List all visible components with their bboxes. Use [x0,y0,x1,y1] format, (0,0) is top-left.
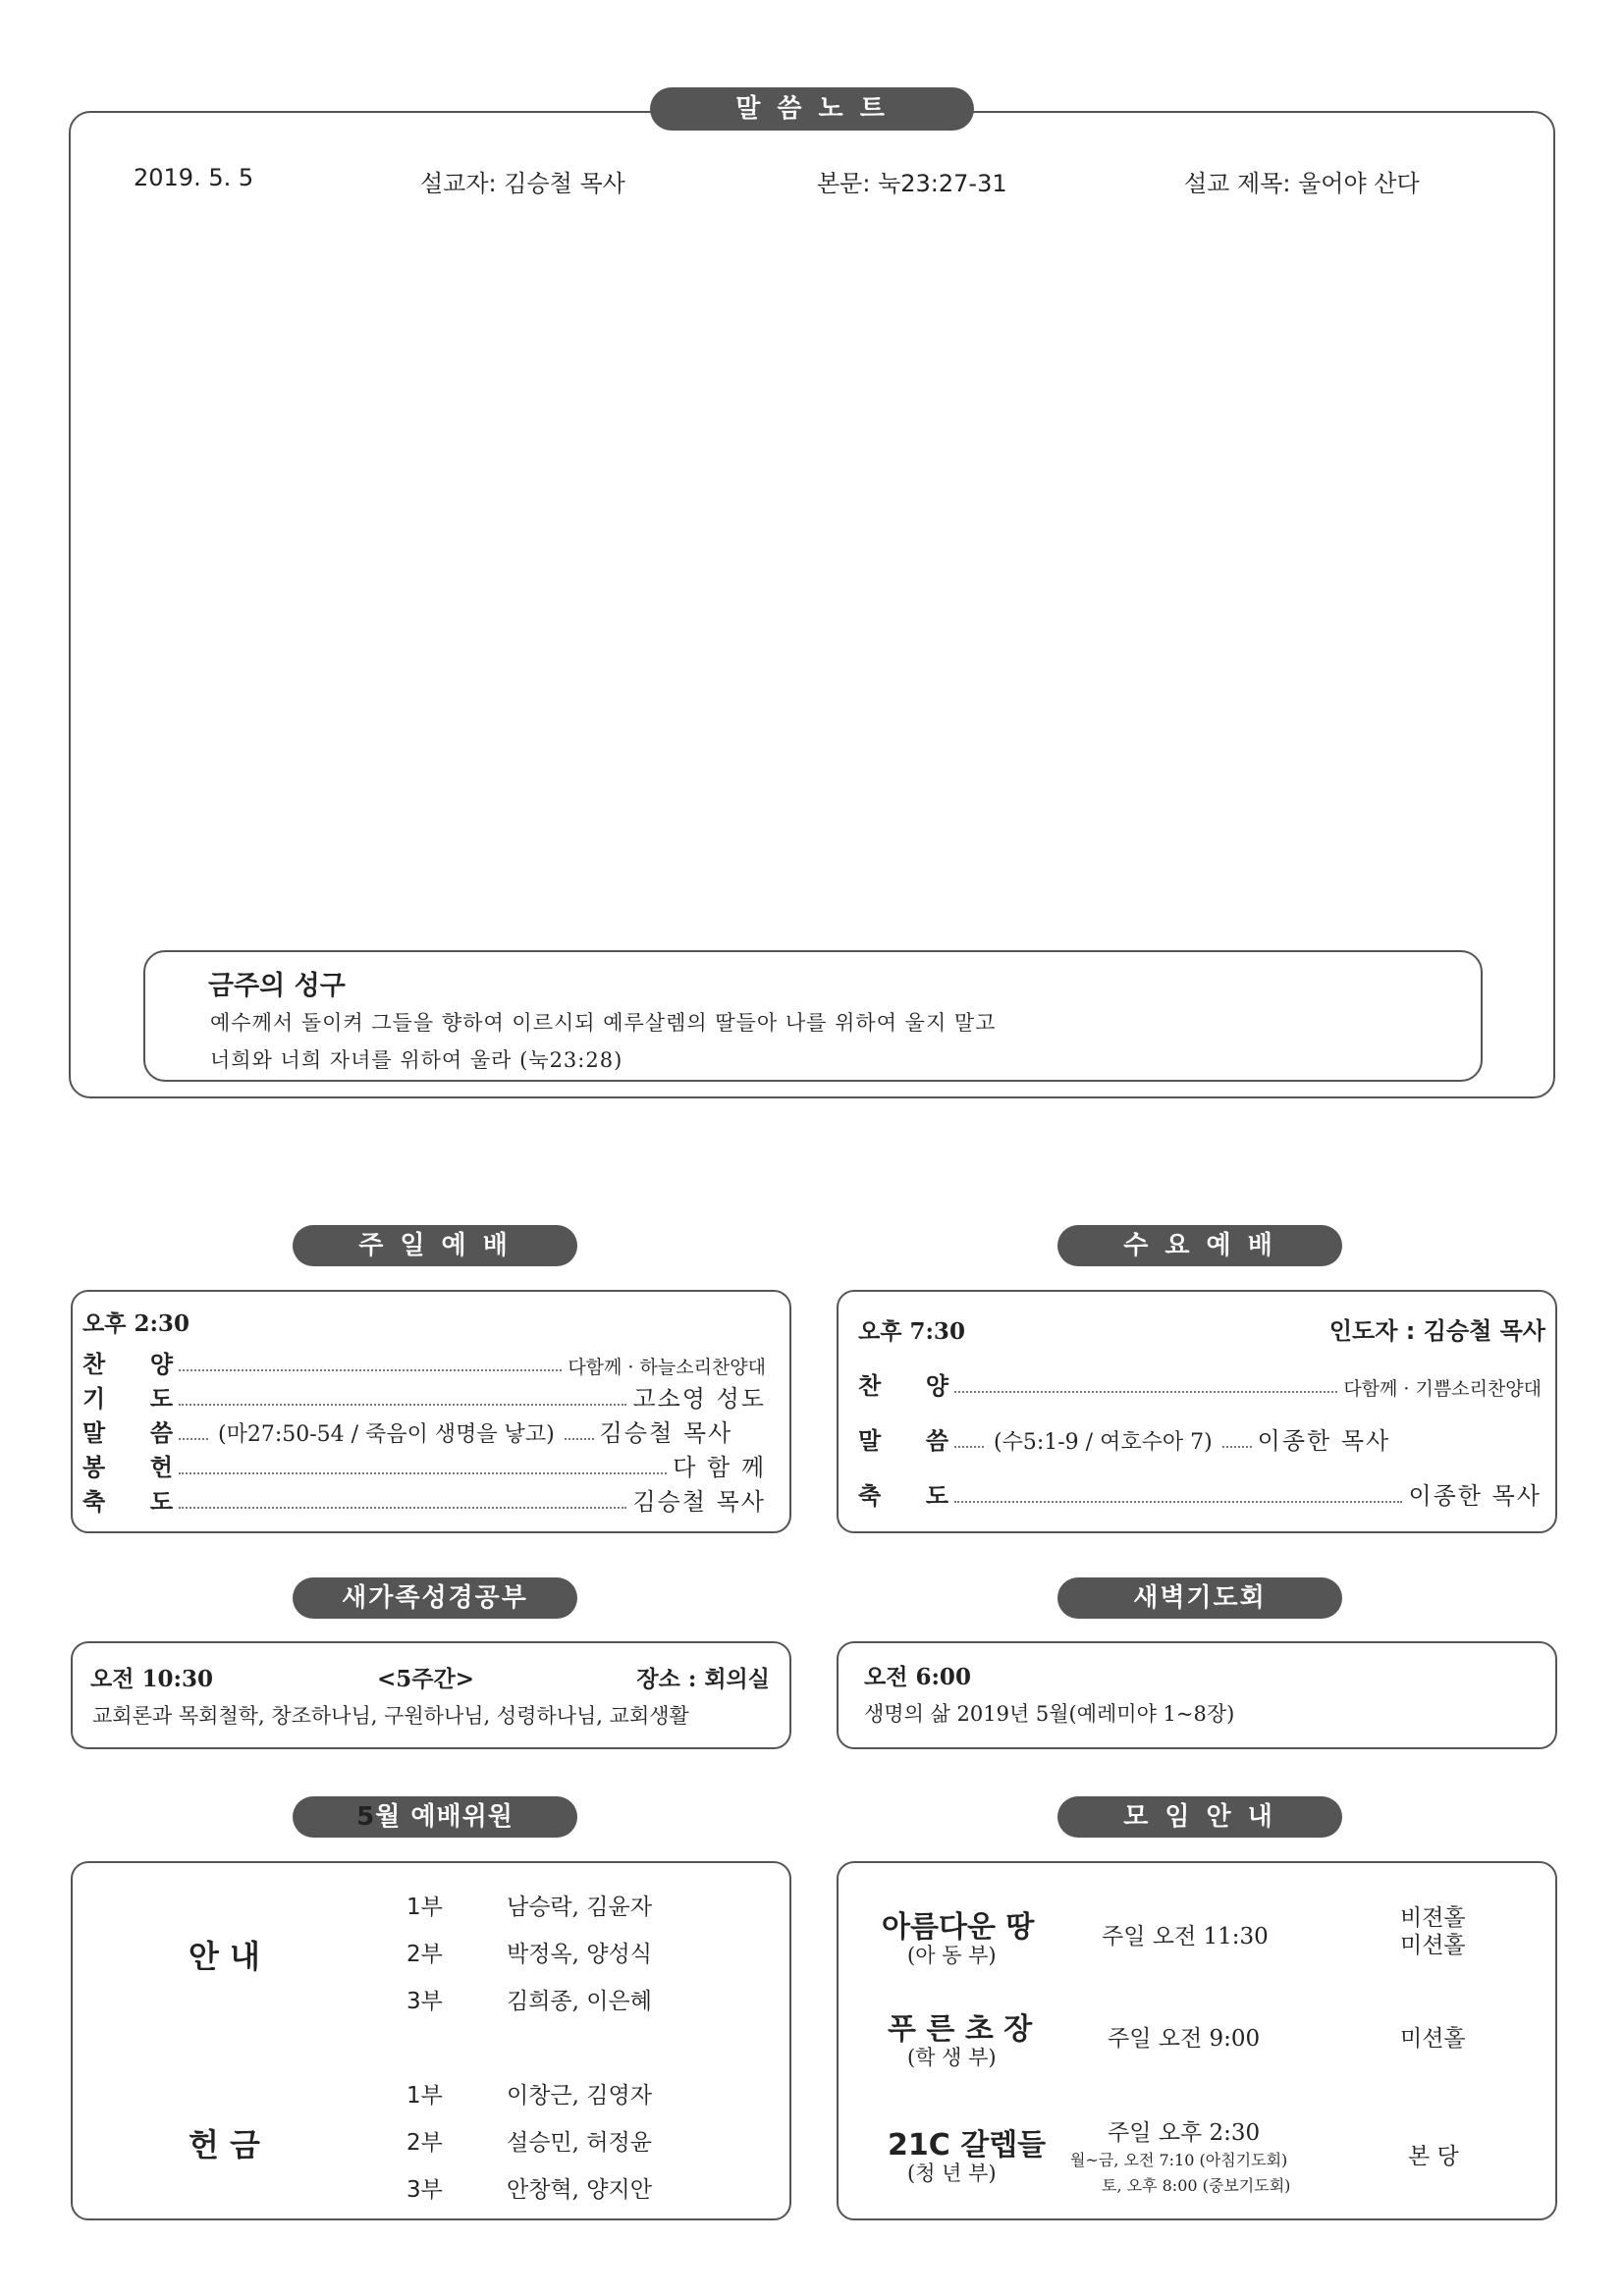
program-person: 김승철 목사 [632,1488,766,1516]
program-person: 다함께 · 하늘소리찬양대 [568,1357,766,1378]
meeting-place: 본 당 [1408,2144,1459,2169]
program-row [82,1414,766,1448]
new-family-topics: 교회론과 목회철학, 창조하나님, 구원하나님, 성령하나님, 교회생활 [92,1704,689,1728]
dawn-prayer-box [837,1641,1557,1749]
new-family-time: 오전 10:30 [90,1666,213,1692]
leader-dots [954,1501,1402,1503]
sunday-service-header: 주 일 예 배 [293,1225,577,1266]
server-names: 이창근, 김영자 [507,2083,652,2109]
program-person: 다함께 · 기쁨소리찬양대 [1343,1378,1542,1400]
leader-dots [954,1391,1337,1393]
leader-dots [179,1369,562,1371]
new-family-header: 새가족성경공부 [293,1577,577,1619]
program-row [82,1345,766,1379]
meetings-header: 모 임 안 내 [1057,1796,1342,1838]
server-part: 2부 [406,2130,443,2156]
meeting-extra: 토, 오후 8:00 (중보기도회) [1102,2176,1291,2195]
leader-dots [954,1446,984,1448]
weekly-verse-title: 금주의 성구 [208,971,346,1001]
leader-dots [1222,1446,1252,1448]
weekly-verse-line2: 너희와 너희 자녀를 위하여 울라 (눅23:28) [210,1048,623,1072]
leader-dots [179,1472,667,1474]
program-row [858,1421,1542,1456]
meeting-place: 비젼홀 미션홀 [1400,1905,1466,1958]
program-label [82,1379,173,1414]
sunday-time: 오후 2:30 [82,1310,189,1337]
new-family-weeks: <5주간> [377,1666,474,1692]
program-person: 김승철 목사 [599,1419,733,1447]
program-person: 다 함 께 [673,1454,766,1481]
program-label [82,1345,173,1379]
program-person: 이종한 목사 [1257,1427,1391,1455]
weekly-verse-line1: 예수께서 돌이켜 그들을 향하여 이르시되 예루살렘의 딸들아 나를 위하여 울지 말고 [210,1011,997,1035]
program-row [82,1448,766,1482]
meeting-place: 미션홀 [1400,2026,1466,2052]
meeting-name: 푸 른 초 장 [888,2012,1033,2047]
new-family-place: 장소 : 회의실 [636,1666,770,1692]
program-label-char: 도 [925,1482,948,1510]
dawn-prayer-desc: 생명의 삶 2019년 5월(예레미야 1~8장) [864,1702,1235,1726]
program-label-char: 씀 [149,1419,173,1447]
server-names: 설승민, 허정윤 [507,2130,652,2156]
meeting-time: 주일 오후 2:30 [1108,2120,1261,2146]
program-label-char: 봉 [82,1454,106,1481]
program-label [82,1448,173,1482]
server-names: 박정옥, 양성식 [507,1942,652,1967]
servers-header-text: 월 예배위원 [375,1802,514,1832]
offering-label: 헌 금 [189,2126,260,2163]
server-part: 1부 [406,2083,443,2109]
server-names: 김희종, 이은혜 [507,1989,652,2014]
sermon-preacher: 설교자: 김승철 목사 [420,170,625,197]
program-label-char: 양 [149,1351,173,1378]
program-label [82,1482,173,1517]
server-names: 남승락, 김윤자 [507,1895,652,1920]
servers-header [293,1796,577,1838]
dawn-prayer-time: 오전 6:00 [864,1664,971,1690]
leader-dots [179,1507,626,1509]
program-label [858,1421,948,1456]
leader-dots [565,1438,594,1440]
program-person: 이종한 목사 [1408,1482,1542,1510]
meeting-sub: (청 년 부) [907,2162,997,2185]
program-person: 고소영 성도 [632,1385,766,1413]
leader-dots [179,1438,208,1440]
program-label [82,1414,173,1448]
program-label-char: 찬 [82,1351,106,1378]
program-scripture: (수5:1-9 / 여호수아 7) [994,1430,1213,1455]
program-label-char: 축 [82,1488,106,1516]
program-label-char: 축 [858,1482,882,1510]
usher-label: 안 내 [189,1938,260,1975]
server-part: 1부 [406,1895,443,1920]
meeting-sub: (학 생 부) [907,2046,997,2069]
server-part: 2부 [406,1942,443,1967]
meeting-time: 주일 오전 9:00 [1108,2026,1261,2052]
sermon-date: 2019. 5. 5 [134,164,254,191]
wednesday-service-header: 수 요 예 배 [1057,1225,1342,1266]
program-label-char: 찬 [858,1372,882,1400]
program-label-char: 헌 [149,1454,173,1481]
meeting-time: 주일 오전 11:30 [1102,1924,1269,1949]
program-label-char: 기 [82,1385,106,1413]
server-part: 3부 [406,2177,443,2203]
server-part: 3부 [406,1989,443,2014]
program-label-char: 도 [149,1488,173,1516]
meeting-sub: (아 동 부) [907,1944,997,1967]
meeting-name: 21C 갈렙들 [888,2128,1047,2163]
wednesday-leader: 인도자 : 김승철 목사 [1328,1317,1545,1345]
new-family-box [71,1641,791,1749]
program-label-char: 도 [149,1385,173,1413]
program-label-char: 말 [858,1427,882,1455]
sermon-text: 본문: 눅23:27-31 [817,170,1007,197]
sermon-note-header: 말 씀 노 트 [650,87,974,131]
program-row [858,1366,1542,1401]
program-scripture: (마27:50-54 / 죽음이 생명을 낳고) [218,1422,555,1447]
servers-header-month: 5 [356,1802,376,1832]
program-label [858,1476,948,1511]
wednesday-time: 오후 7:30 [858,1318,965,1345]
sermon-title: 설교 제목: 울어야 산다 [1184,170,1420,197]
program-label-char: 말 [82,1419,106,1447]
program-row [858,1476,1542,1511]
meeting-extra: 월~금, 오전 7:10 (아침기도회) [1070,2151,1288,2169]
program-row [82,1482,766,1517]
program-label-char: 양 [925,1372,948,1400]
server-names: 안창혁, 양지안 [507,2177,652,2203]
program-label [858,1366,948,1401]
program-row [82,1379,766,1414]
dawn-prayer-header: 새벽기도회 [1057,1577,1342,1619]
program-label-char: 씀 [925,1427,948,1455]
meeting-name: 아름다운 땅 [882,1910,1035,1945]
leader-dots [179,1404,626,1406]
